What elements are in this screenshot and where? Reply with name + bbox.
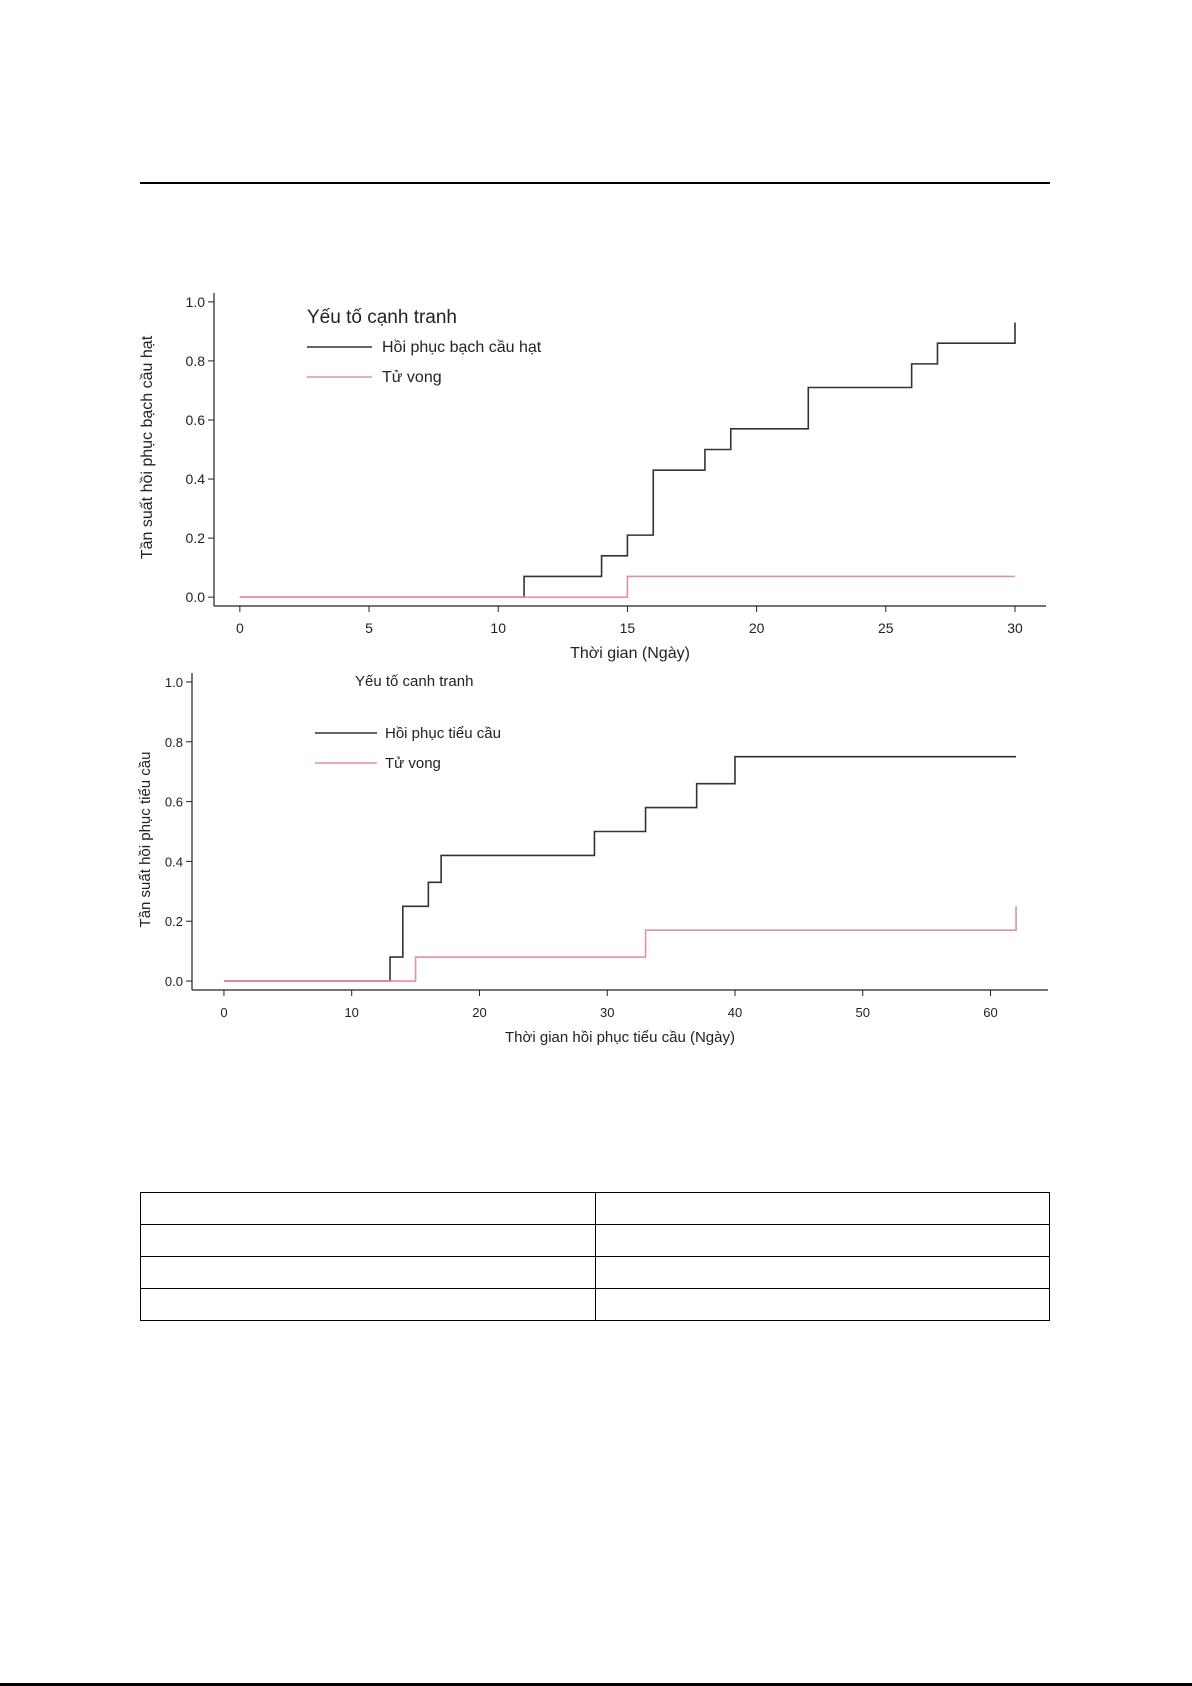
table-cell xyxy=(595,1225,1050,1257)
x-tick-label: 50 xyxy=(855,1005,870,1020)
x-tick-label: 0 xyxy=(235,620,244,636)
table-cell xyxy=(141,1225,596,1257)
table-row xyxy=(141,1257,1050,1289)
x-tick-label: 40 xyxy=(727,1005,743,1020)
series-line-1 xyxy=(240,323,1015,598)
x-tick-label: 15 xyxy=(619,620,636,636)
y-tick-label: 0.0 xyxy=(164,974,183,990)
chart-2 xyxy=(137,673,1048,1046)
table-cell xyxy=(141,1193,596,1225)
legend-label: Tử vong xyxy=(385,755,441,772)
empty-table xyxy=(140,1192,1050,1321)
x-tick-label: 60 xyxy=(983,1005,998,1020)
legend-label: Hồi phục bạch cầu hạt xyxy=(382,339,542,356)
x-axis-title: Thời gian hồi phục tiểu cầu (Ngày) xyxy=(505,1029,735,1046)
table-cell xyxy=(141,1289,596,1321)
y-tick-label: 1.0 xyxy=(164,674,183,690)
table-cell xyxy=(595,1193,1050,1225)
y-tick-label: 0.2 xyxy=(185,530,205,547)
x-tick-label: 30 xyxy=(599,1005,615,1020)
y-tick-label: 0.6 xyxy=(185,411,205,428)
x-tick-label: 20 xyxy=(748,620,765,636)
y-tick-label: 0.8 xyxy=(164,734,183,750)
table-cell xyxy=(595,1257,1050,1289)
series-line-1 xyxy=(224,757,1016,981)
table-row xyxy=(141,1193,1050,1225)
x-tick-label: 0 xyxy=(220,1005,228,1020)
x-tick-label: 25 xyxy=(878,620,894,636)
x-tick-label: 30 xyxy=(1007,620,1023,636)
legend-label: Tử vong xyxy=(382,369,442,386)
y-tick-label: 0.8 xyxy=(185,352,205,369)
x-tick-label: 10 xyxy=(490,620,507,636)
y-tick-label: 0.0 xyxy=(185,589,205,606)
series-line-2 xyxy=(224,906,1016,981)
table-row xyxy=(141,1289,1050,1321)
y-tick-label: 0.6 xyxy=(164,794,183,810)
legend-title: Yếu tố cạnh tranh xyxy=(307,307,457,328)
y-tick-label: 0.4 xyxy=(185,471,205,488)
legend-label: Hồi phục tiểu cầu xyxy=(385,725,501,742)
chart-1 xyxy=(139,293,1046,662)
header-rule xyxy=(140,182,1050,184)
y-tick-label: 0.2 xyxy=(164,914,183,930)
x-tick-label: 20 xyxy=(472,1005,487,1020)
table-row xyxy=(141,1225,1050,1257)
charts-svg xyxy=(137,270,1060,1070)
table-cell xyxy=(595,1289,1050,1321)
x-tick-label: 10 xyxy=(344,1005,359,1020)
table-cell xyxy=(141,1257,596,1289)
charts-figure xyxy=(137,270,1060,1070)
x-axis-title: Thời gian (Ngày) xyxy=(570,645,690,662)
series-line-2 xyxy=(240,576,1015,597)
legend-title: Yếu tố canh tranh xyxy=(355,673,474,690)
y-tick-label: 1.0 xyxy=(185,293,205,310)
y-axis-title: Tần suất hồi phục tiểu cầu xyxy=(137,751,154,928)
x-tick-label: 5 xyxy=(365,620,373,636)
y-tick-label: 0.4 xyxy=(164,854,183,870)
y-axis-title: Tần suất hồi phục bạch cầu hạt xyxy=(139,335,156,560)
